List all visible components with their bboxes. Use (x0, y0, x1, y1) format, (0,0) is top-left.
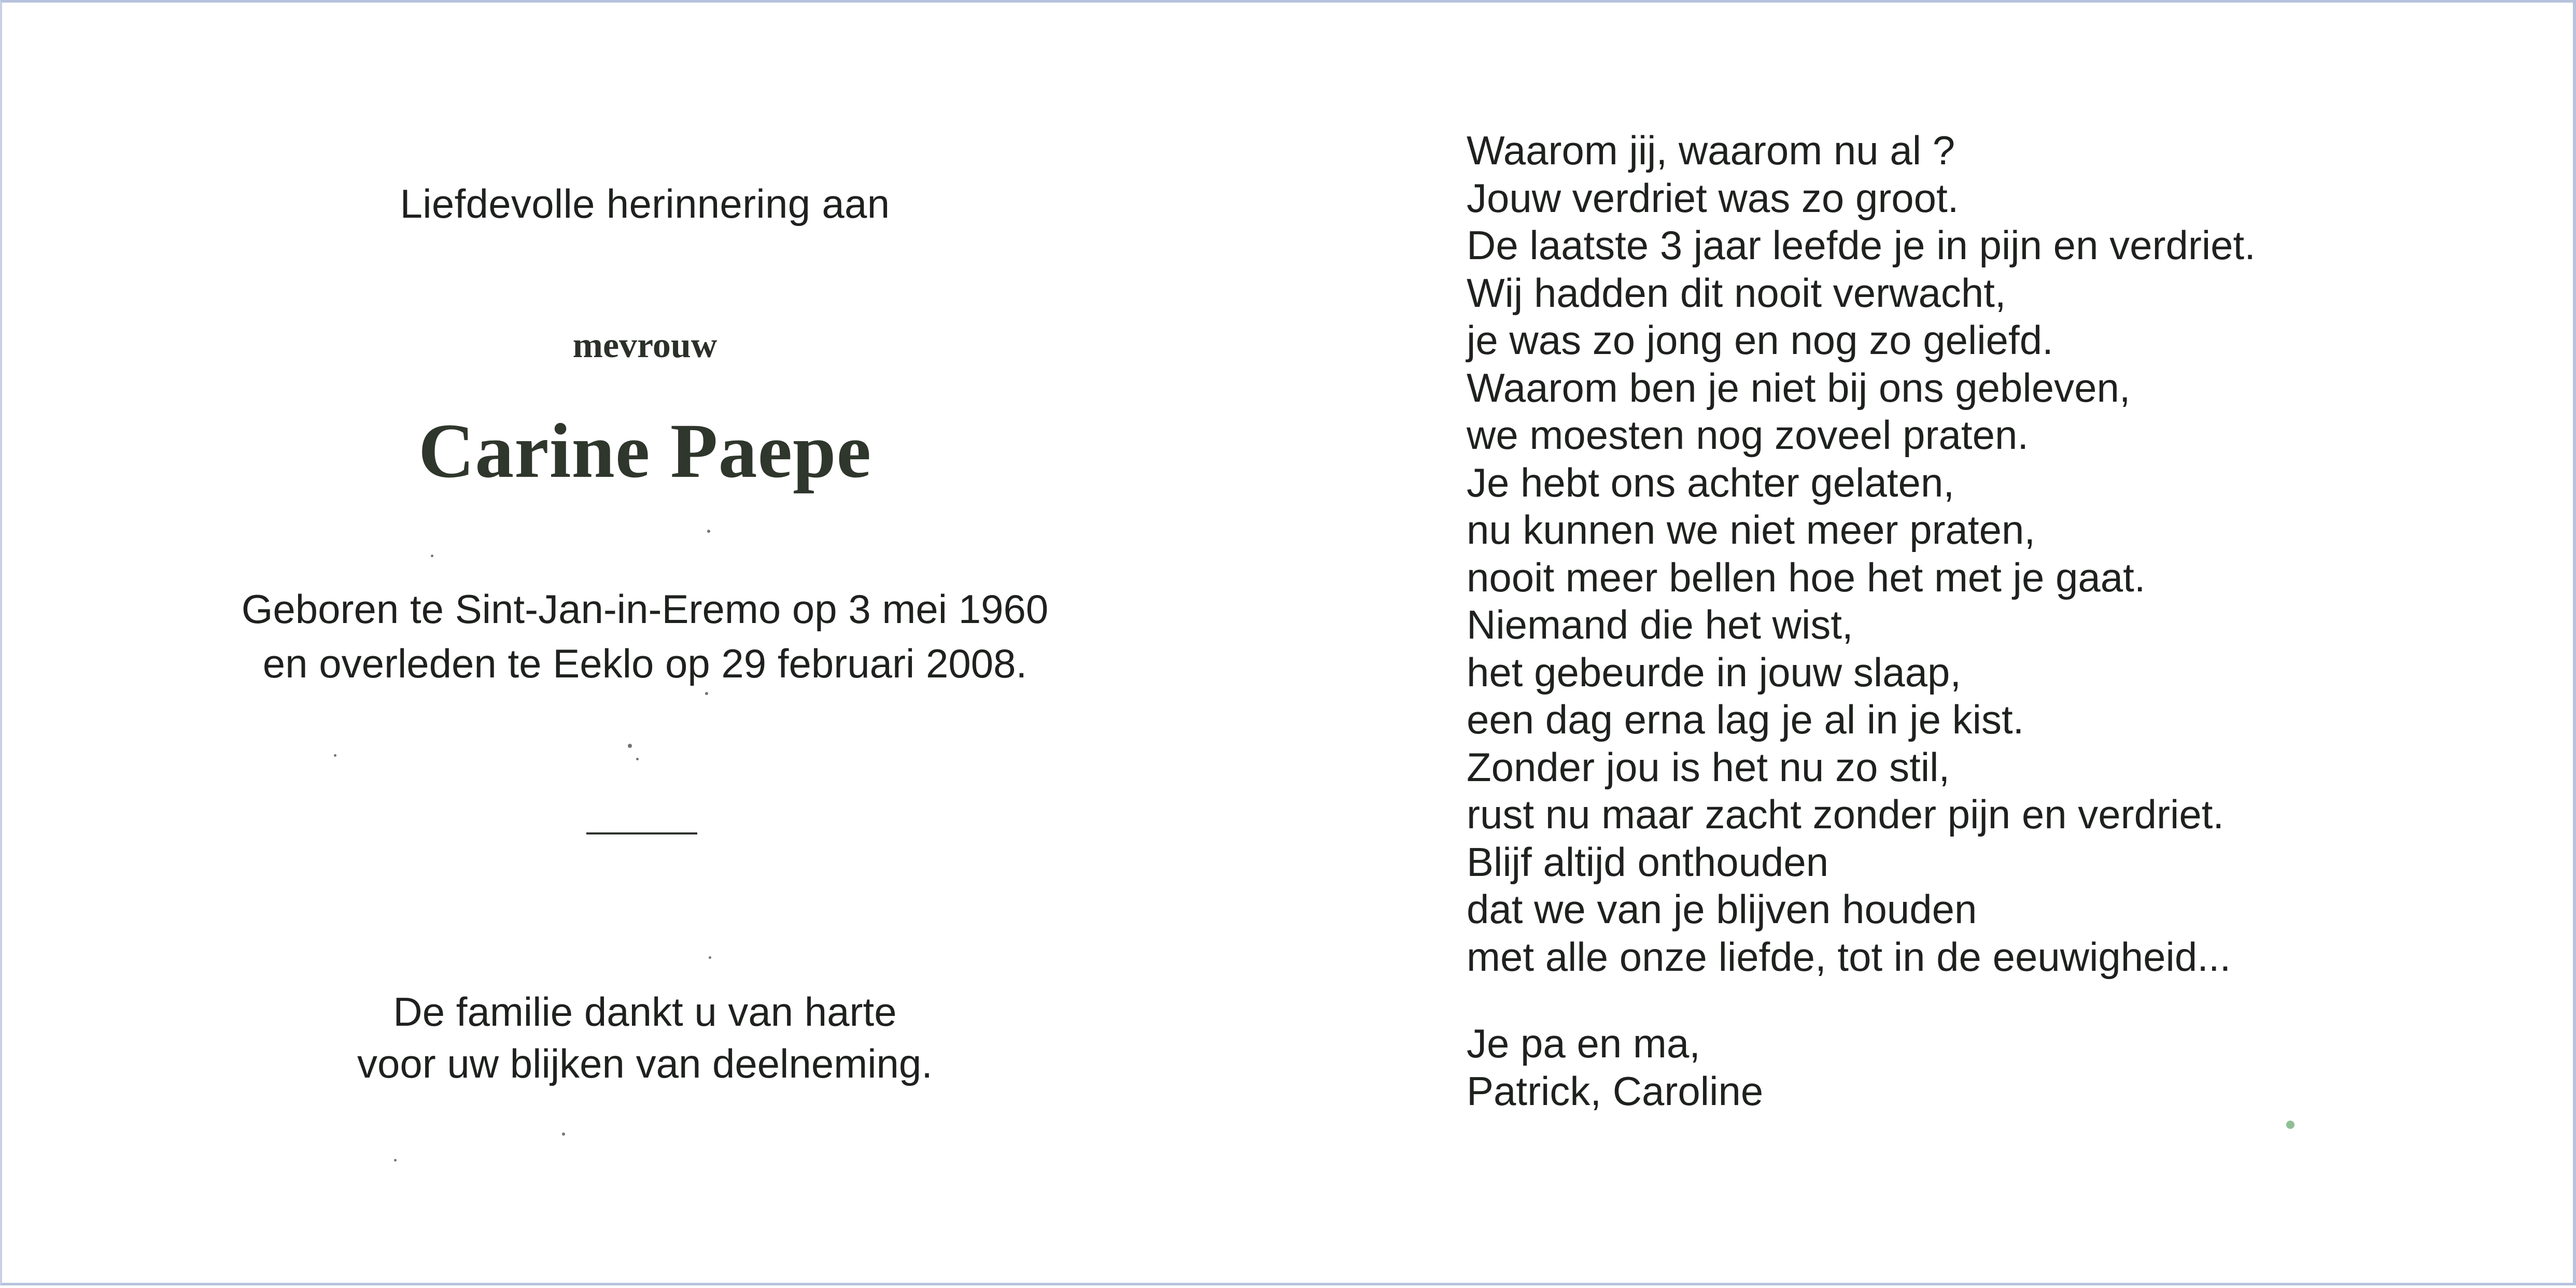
scan-speck (709, 956, 711, 959)
poem-line: dat we van je blijven houden (1467, 886, 1977, 932)
scan-speck (628, 744, 632, 748)
poem-line: Niemand die het wist, (1467, 602, 1853, 647)
left-panel (2, 3, 1288, 1288)
scan-speck (707, 530, 710, 533)
divider-line (586, 832, 697, 834)
poem-line: Jouw verdriet was zo groot. (1467, 175, 1959, 221)
right-panel (1467, 3, 2524, 1288)
poem-line: Zonder jou is het nu zo stil, (1467, 744, 1950, 790)
signature-line-1: Je pa en ma, (1467, 1021, 1700, 1066)
deceased-name: Carine Paepe (418, 408, 872, 494)
poem-line: we moesten nog zoveel praten. (1467, 412, 2029, 458)
poem-line: het gebeurde in jouw slaap, (1467, 649, 1962, 695)
scan-speck (705, 692, 708, 695)
birth-line: Geboren te Sint-Jan-in-Eremo op 3 mei 1960 (241, 586, 1049, 632)
scan-speck (394, 1159, 397, 1162)
poem-line: Waarom jij, waarom nu al ? (1467, 128, 1955, 173)
scan-speck (431, 555, 433, 557)
poem-line: nu kunnen we niet meer praten, (1467, 507, 2036, 553)
poem-line: je was zo jong en nog zo geliefd. (1467, 317, 2053, 363)
signature-line-2: Patrick, Caroline (1467, 1068, 1764, 1114)
thanks-text (2, 986, 1288, 1089)
death-line: en overleden te Eeklo op 29 februari 2008. (262, 641, 1027, 686)
poem (1467, 127, 2256, 981)
poem-line: Blijf altijd onthouden (1467, 839, 1829, 885)
poem-line: een dag erna lag je al in je kist. (1467, 697, 2024, 742)
scan-speck (334, 754, 336, 757)
poem-line: met alle onze liefde, tot in de eeuwigheid... (1467, 933, 2231, 980)
intro-text: Liefdevolle herinnering aan (400, 181, 890, 227)
scan-speck (636, 758, 639, 760)
life-dates (2, 582, 1288, 691)
scan-speck-green (2286, 1121, 2295, 1129)
poem-line: Je hebt ons achter gelaten, (1467, 459, 1954, 505)
thanks-line-2: voor uw blijken van deelneming. (357, 1041, 933, 1086)
poem-line: Waarom ben je niet bij ons gebleven, (1467, 364, 2131, 411)
thanks-line-1: De familie dankt u van harte (393, 989, 897, 1035)
signature (1467, 1020, 1763, 1115)
poem-line: Wij hadden dit nooit verwacht, (1467, 270, 2006, 316)
scan-speck (562, 1133, 565, 1136)
poem-line: rust nu maar zacht zonder pijn en verdriet. (1467, 791, 2225, 837)
poem-line: De laatste 3 jaar leefde je in pijn en verdriet. (1467, 222, 2256, 268)
honorific: mevrouw (572, 325, 717, 365)
poem-line: nooit meer bellen hoe het met je gaat. (1467, 554, 2146, 600)
